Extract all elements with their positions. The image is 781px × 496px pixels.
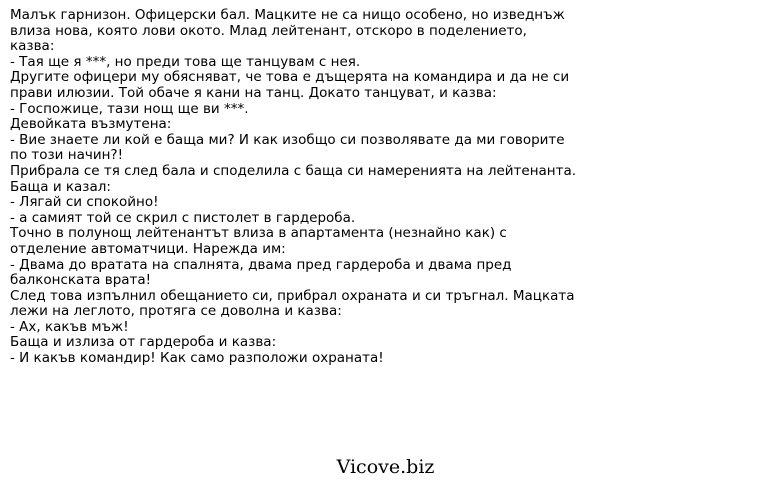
- joke-line: отделение автоматчици. Нарежда им:: [10, 240, 286, 257]
- joke-line: Девойката възмутена:: [10, 116, 172, 133]
- joke-line: лежи на леглото, протяга се доволна и казва:: [10, 303, 342, 320]
- joke-line: - Тая ще я ***, но преди това ще танцувам с нея.: [10, 53, 361, 70]
- joke-text: [10, 8, 775, 367]
- joke-line: - а самият той се скрил с пистолет в гардероба.: [10, 209, 356, 226]
- joke-line: казва:: [10, 38, 55, 55]
- joke-line: Малък гарнизон. Офицерски бал. Мацките не са нищо особено, но изведнъж: [10, 7, 565, 23]
- site-watermark: Vicove.biz: [336, 456, 435, 478]
- joke-line: Баща и излиза от гардероба и казва:: [10, 334, 277, 351]
- joke-line: Прибрала се тя след бала и споделила с баща си намеренията на лейтенанта.: [10, 162, 577, 179]
- joke-line: - Двама до вратата на спалнята, двама пред гардероба и двама пред: [10, 256, 512, 273]
- joke-line: по този начин?!: [10, 147, 123, 164]
- joke-line: Баща и казал:: [10, 178, 111, 195]
- joke-line: След това изпълнил обещанието си, прибрал охраната и си тръгнал. Мацката: [10, 287, 575, 304]
- joke-line: - И какъв командир! Как само разположи охраната!: [10, 350, 384, 367]
- joke-line: прави илюзии. Той обаче я кани на танц. Докато танцуват, и казва:: [10, 84, 497, 101]
- joke-line: Другите офицери му обясняват, че това е дъщерята на командира и да не си: [10, 69, 570, 86]
- joke-line: Точно в полунощ лейтенантът влиза в апартамента (незнайно как) с: [10, 225, 507, 242]
- joke-line: - Госпожице, тази нощ ще ви ***.: [10, 100, 249, 117]
- joke-line: влиза нова, която лови окото. Млад лейтенант, отскоро в поделението,: [10, 22, 527, 39]
- joke-line: балконската врата!: [10, 272, 152, 289]
- joke-line: - Лягай си спокойно!: [10, 194, 159, 211]
- joke-line: - Ах, какъв мъж!: [10, 318, 129, 335]
- joke-line: - Вие знаете ли кой е баща ми? И как изобщо си позволявате да ми говорите: [10, 131, 565, 148]
